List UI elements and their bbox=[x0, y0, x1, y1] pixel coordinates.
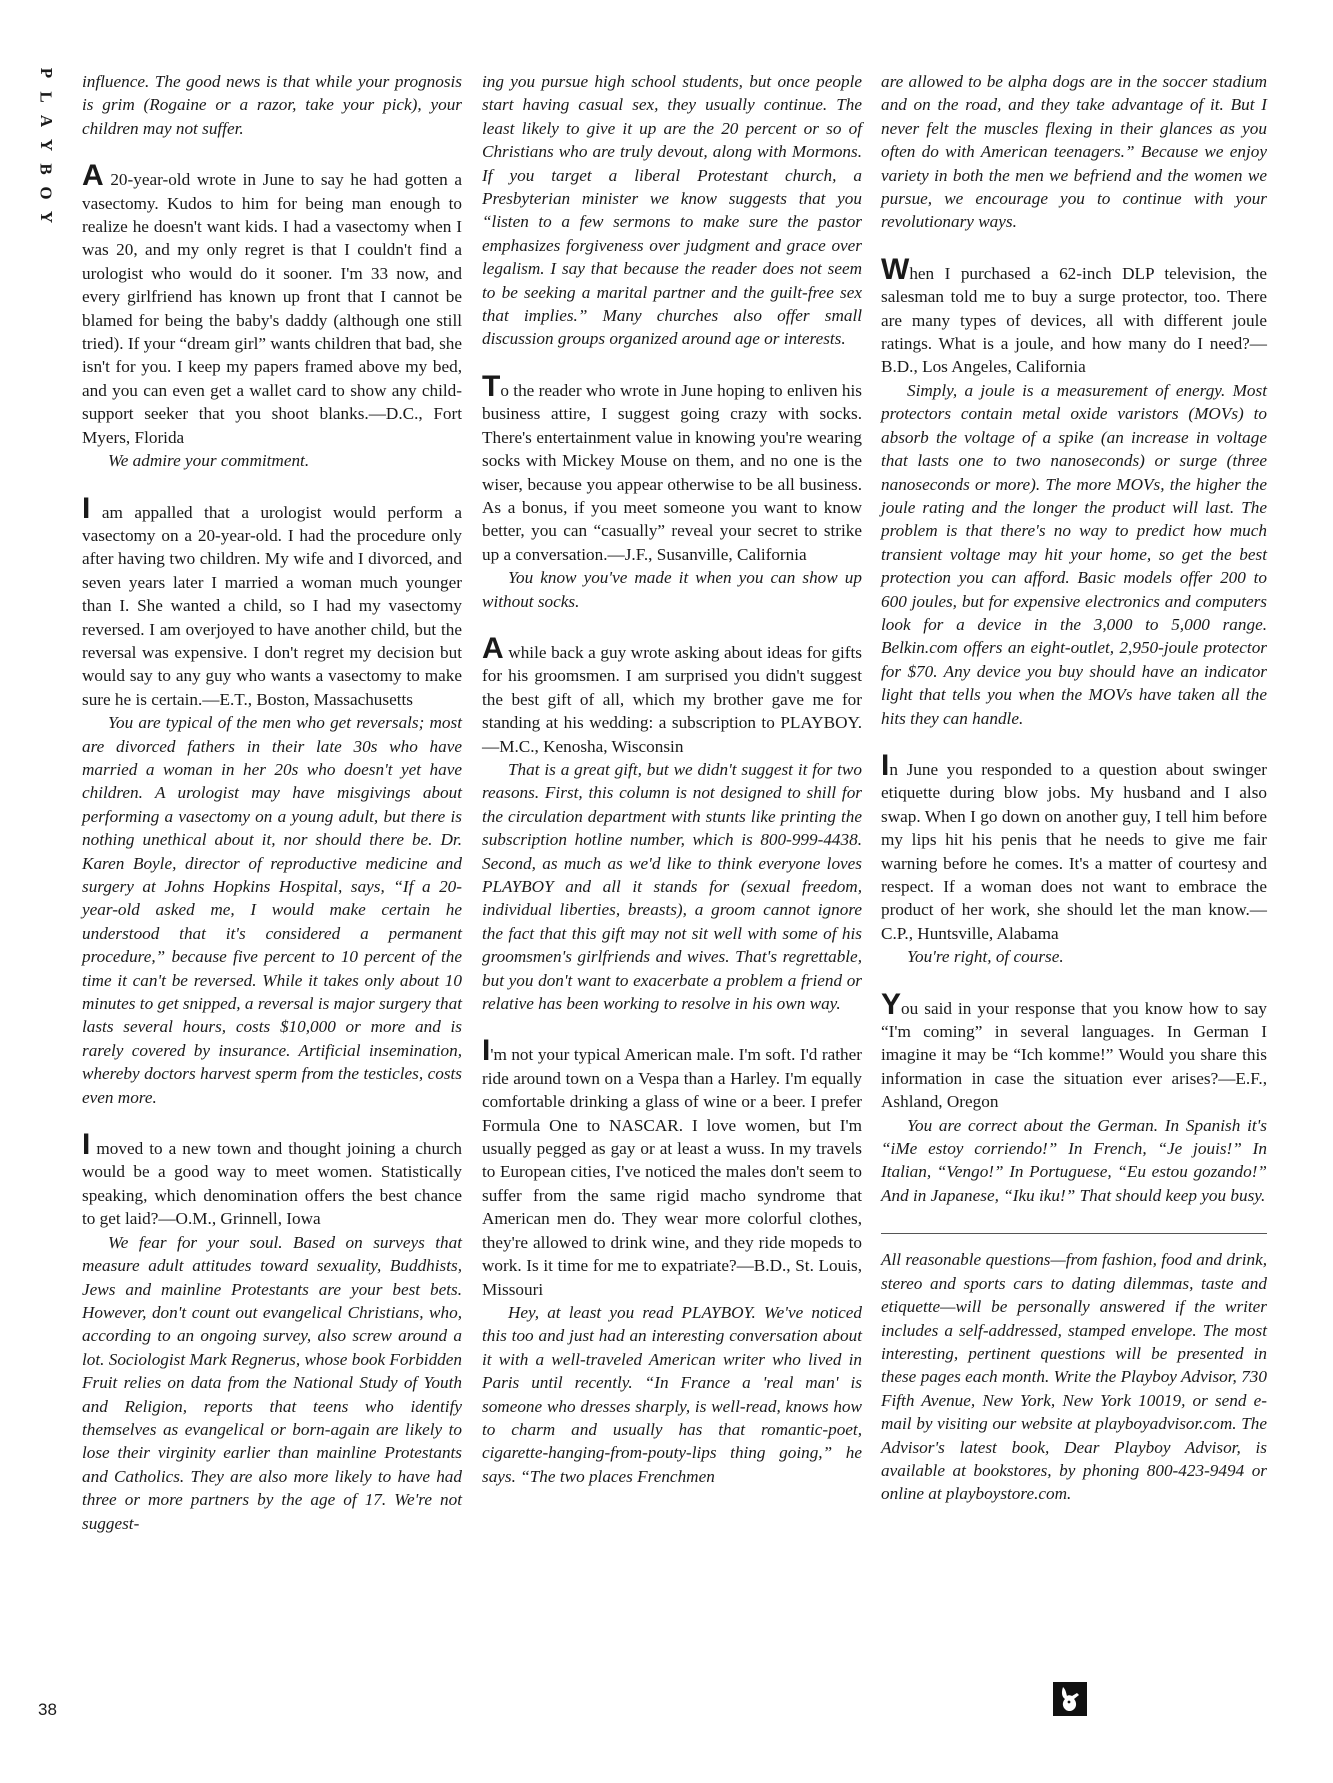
letter-text: am appalled that a urologist would perform a vasectomy on a 20-year-old. I had the procedure only after having two children. My wife and I divorced, and seven years later I married a woman much younger than I. She wanted a child, so I had my vasectomy reversed. I am overjoyed to have another child, but the reversal was expensive. I don't regret my decision but would say to any guy who wants a vasectomy to make sure he is certain.—E.T., Boston, Massachusetts bbox=[82, 502, 462, 709]
qa-item bbox=[82, 159, 462, 472]
answer-text: Hey, at least you read PLAYBOY. We've noticed this too and just had an interesting conversation about it with a well-traveled American writer who lived in Paris until recently. “In France a 'real man' is someone who dresses sharply, is well-read, knows how to charm and usually has that romantic-poet, cigarette-hanging-from-pouty-lips thing going,” he says. “The two places Frenchmen bbox=[482, 1302, 862, 1486]
continued-answer bbox=[482, 70, 862, 351]
submission-note: All reasonable questions—from fashion, food and drink, stereo and sports cars to dating dilemmas, taste and etiquette—will be personally answered if the writer includes a self-addressed, stamped envelope. The most interesting, pertinent questions will be presented in these pages each month. Write the Playboy Advisor, 730 Fifth Avenue, New York, New York 10019, or send e-mail by visiting our website at playboyadvisor.com. The Advisor's latest book, Dear Playboy Advisor, is available at bookstores, by phoning 800-423-9494 or online at playboystore.com. bbox=[881, 1250, 1267, 1504]
answer-text: ing you pursue high school students, but once people start having casual sex, they usually continue. The least likely to give it up are the 20 percent or so of Christians who are truly devout, along with Mormons. If you target a liberal Protestant church, a Presbyterian minister we know suggests that you “listen to a few sermons to make sure the pastor emphasizes forgiveness over judgment and grace over legalism. I say that because the reader does not seem to be seeking a marital partner and the guilt-free sex that implies.” Many churches also offer small discussion groups organized around age or interests. bbox=[482, 72, 862, 349]
running-head: P L A Y B O Y bbox=[36, 67, 56, 224]
reader-letter bbox=[82, 1128, 462, 1231]
reader-letter bbox=[482, 369, 862, 566]
qa-item bbox=[482, 1034, 862, 1488]
letter-text: hen I purchased a 62-inch DLP television, the salesman told me to buy a surge protector, too. There are many types of devices, all with different joule ratings. What is a joule, and how many do I need?—B.D., Los Angeles, California bbox=[881, 263, 1267, 377]
column-3 bbox=[881, 70, 1267, 1506]
answer-text: are allowed to be alpha dogs are in the soccer stadium and on the road, and they take advantage of it. But I never felt the muscles flexing in their glances as you often do with American teenagers.” Because we enjoy variety in both the men we befriend and the women we pursue, we encourage you to continue with your revolutionary ways. bbox=[881, 72, 1267, 232]
letter-text: 20-year-old wrote in June to say he had gotten a vasectomy. Kudos to him for being man enough to realize he doesn't want kids. I had a vasectomy when I was 20, and my only regret is that I couldn't find a urologist who would do it sooner. I'm 33 now, and every girlfriend has known up front that I cannot be blamed for being the baby's daddy (although one still tried). If your “dream girl” wants children that bad, she isn't for you. I keep my papers framed above my bed, and you can even get a wallet card to show any child-support seeker that you shoot blanks.—D.C., Fort Myers, Florida bbox=[82, 170, 462, 447]
answer-text: We fear for your soul. Based on surveys that measure adult attitudes toward sexuality, Buddhists, Jews and mainline Protestants are your best bets. However, don't count out evangelical Christians, who, according to an ongoing survey, also screw around a lot. Sociologist Mark Regnerus, whose book Forbidden Fruit relies on data from the National Study of Youth and Religion, reports that teens who identify themselves as evangelical or born-again are likely to lose their virginity earlier than mainline Protestants and Catholics. They are also more likely to have had three or more partners by the age of 17. We're not suggest- bbox=[82, 1232, 462, 1533]
reader-letter bbox=[482, 631, 862, 758]
letter-text: 'm not your typical American male. I'm soft. I'd rather ride around town on a Vespa than a Harley. I'm equally comfortable drinking a glass of wine or a beer. I prefer Formula One to NASCAR. I love women, but I'm usually pegged as gay or at least a wuss. In my travels to European cities, I've noticed the males don't seem to suffer from the same rigid macho syndrome that American men do. They wear more colorful clothes, they're allowed to drink wine, and they ride mopeds to work. Is it time for me to expatriate?—B.D., St. Louis, Missouri bbox=[482, 1045, 862, 1299]
answer-text: You're right, of course. bbox=[907, 947, 1064, 967]
letter-text: o the reader who wrote in June hoping to enliven his business attire, I suggest going crazy with socks. There's entertainment value in knowing you're wearing socks with Mickey Mouse on them, and no one is the wiser, because you appear otherwise to be all business. As a bonus, if you meet someone you want to know better, you can “casually” reveal your secret to strike up a conversation.—J.F., Susanville, California bbox=[482, 380, 862, 564]
rabbit-head-icon bbox=[1053, 1682, 1087, 1716]
continued-answer bbox=[82, 70, 462, 140]
qa-item bbox=[482, 631, 862, 1016]
continued-answer bbox=[881, 70, 1267, 234]
qa-item bbox=[881, 252, 1267, 730]
column-1 bbox=[82, 70, 462, 1561]
reader-letter bbox=[482, 1034, 862, 1300]
letter-text: ou said in your response that you know how to say “I'm coming” in several languages. In German I imagine it may be “Ich komme!” Would you share this information in case the situation ever arises?—E.F., Ashland, Oregon bbox=[881, 998, 1267, 1112]
qa-item bbox=[482, 369, 862, 613]
qa-item bbox=[82, 491, 462, 1110]
reader-letter bbox=[881, 748, 1267, 945]
reader-letter bbox=[82, 491, 462, 712]
page-number: 38 bbox=[38, 1700, 57, 1719]
answer-text: That is a great gift, but we didn't suggest it for two reasons. First, this column is not designed to shill for the circulation department with stunts like printing the subscription hotline number, which is 800-999-4438. Second, as much as we'd like to think everyone loves PLAYBOY and all it stands for (sexual freedom, individual liberties, breasts), a groom cannot ignore the fact that this gift may not sit well with some of his groomsmen's girlfriends and wives. That's regrettable, but you don't want to exacerbate a problem a friend or relative has been working to resolve in his own way. bbox=[482, 759, 862, 1014]
letter-text: while back a guy wrote asking about ideas for gifts for his groomsmen. I am surprised you didn't suggest the best gift of all, which my brother gave me for standing at his wedding: a subscription to PLAYBOY.—M.C., Kenosha, Wisconsin bbox=[482, 642, 862, 756]
drop-cap: T bbox=[482, 369, 501, 403]
drop-cap: W bbox=[881, 252, 910, 286]
answer-text: You are typical of the men who get reversals; most are divorced fathers in their late 30s who have married a woman in her 20s who doesn't yet have children. A urologist may have misgivings about performing a vasectomy on a young adult, but there is nothing unethical about it, nor should there be. Dr. Karen Boyle, director of reproductive medicine and surgery at Johns Hopkins Hospital, says, “If a 20-year-old asked me, I would make certain he understood that it's considered a permanent procedure,” because five percent to 10 percent of the time it can't be reversed. While it takes only about 10 minutes to get snipped, a reversal is major surgery that lasts several hours, costs $10,000 or more and is rarely covered by insurance. Artificial insemination, whereby doctors harvest sperm from the testicles, costs even more. bbox=[82, 713, 462, 1107]
drop-cap: I bbox=[482, 1034, 491, 1068]
drop-cap: I bbox=[82, 491, 91, 525]
column-2 bbox=[482, 70, 862, 1514]
divider bbox=[881, 1233, 1267, 1234]
reader-letter bbox=[881, 987, 1267, 1114]
answer-text: We admire your commitment. bbox=[108, 451, 310, 471]
drop-cap: I bbox=[82, 1128, 91, 1162]
qa-item bbox=[82, 1128, 462, 1535]
drop-cap: I bbox=[881, 748, 890, 782]
letter-text: n June you responded to a question about swinger etiquette during blow jobs. My husband and I also swap. When I go down on another guy, I tell him before my lips hit his penis that he needs to give me fair warning before he comes. It's a matter of courtesy and respect. If a woman does not want to embrace the product of her work, she should let the man know.—C.P., Huntsville, Alabama bbox=[881, 759, 1267, 943]
answer-text: You know you've made it when you can show up without socks. bbox=[482, 568, 862, 611]
letter-text: moved to a new town and thought joining a church would be a good way to meet women. Statistically speaking, which denomination offers the best chance to get laid?—O.M., Grinnell, Iowa bbox=[82, 1139, 462, 1229]
qa-item bbox=[881, 987, 1267, 1208]
reader-letter bbox=[82, 159, 462, 449]
qa-item bbox=[881, 748, 1267, 969]
drop-cap: A bbox=[482, 631, 504, 665]
answer-text: You are correct about the German. In Spanish it's “iMe estoy corriendo!” In French, “Je jouis!” In Italian, “Vengo!” In Portuguese, “Eu estou gozando!” And in Japanese, “Iku iku!” That should keep you busy. bbox=[881, 1115, 1267, 1205]
answer-text: influence. The good news is that while your prognosis is grim (Rogaine or a razor, take your pick), your children may not suffer. bbox=[82, 72, 462, 138]
drop-cap: A bbox=[82, 159, 104, 193]
drop-cap: Y bbox=[881, 987, 902, 1021]
reader-letter bbox=[881, 252, 1267, 379]
answer-text: Simply, a joule is a measurement of energy. Most protectors contain metal oxide varistors (MOVs) to absorb the voltage of a spike (an increase in voltage that lasts one to two nanoseconds) or surge (three nanoseconds or more). The more MOVs, the higher the joule rating and the longer the product will last. The problem is that there's no way to predict how much transient voltage may hit your home, so get the best protection you can afford. Basic models offer 200 to 600 joules, but for expensive electronics and computers look for a device in the 3,000 to 5,000 range. Belkin.com offers an eight-outlet, 2,950-joule protector for $70. Any device you buy should have an indicator light that tells you when the MOVs have taken all the hits they can handle. bbox=[881, 380, 1267, 728]
